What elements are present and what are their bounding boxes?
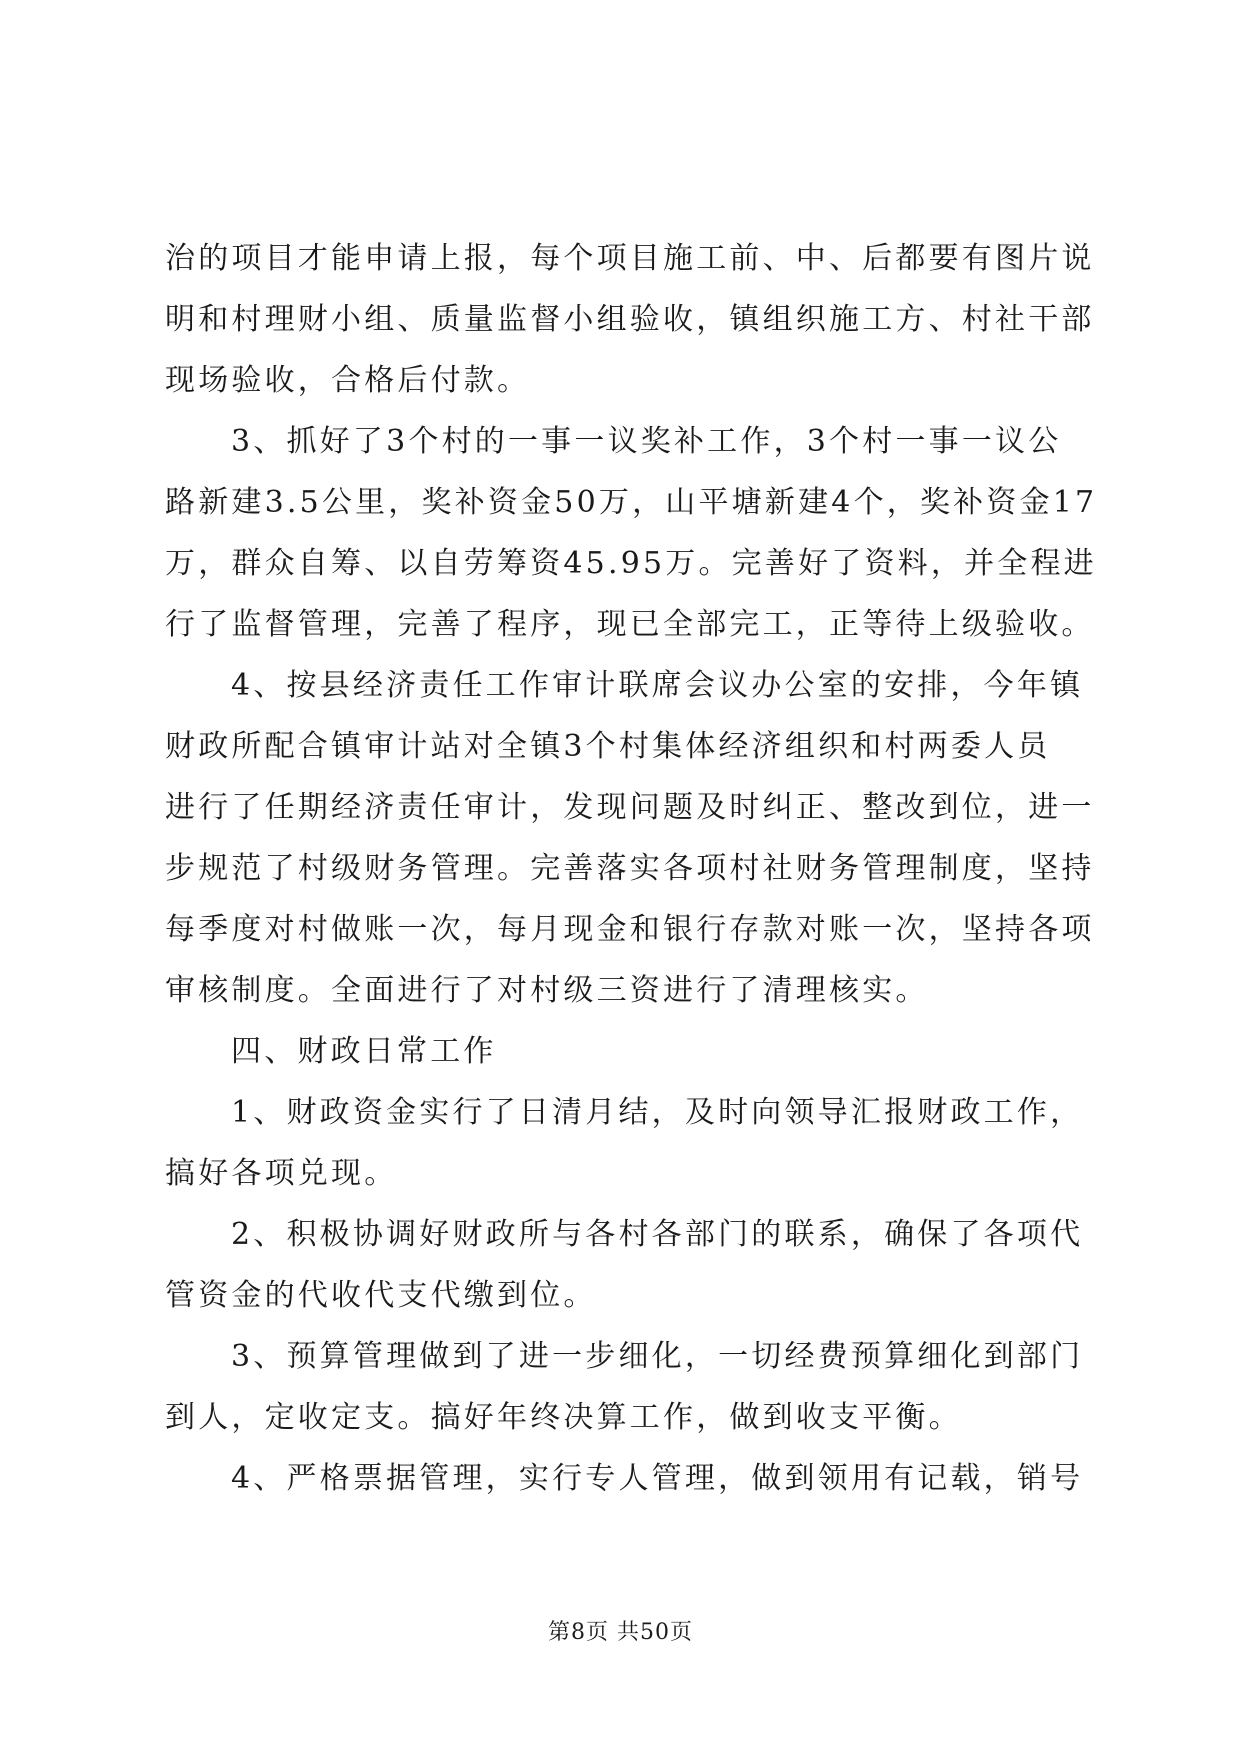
text-line: 路新建3.5公里，奖补资金50万，山平塘新建4个，奖补资金17 — [165, 485, 1098, 520]
text-line: 审核制度。全面进行了对村级三资进行了清理核实。 — [165, 973, 929, 1008]
section-heading: 四、财政日常工作 — [231, 1034, 497, 1069]
paragraph-first-line: 4、按县经济责任工作审计联席会议办公室的安排，今年镇 — [231, 668, 1084, 703]
text-line: 财政所配合镇审计站对全镇3个村集体经济组织和村两委人员 — [165, 729, 1051, 764]
text-line: 治的项目才能申请上报，每个项目施工前、中、后都要有图片说 — [165, 241, 1095, 276]
paragraph-first-line: 2、积极协调好财政所与各村各部门的联系，确保了各项代 — [231, 1217, 1084, 1252]
paragraph-first-line: 4、严格票据管理，实行专人管理，做到领用有记载，销号 — [231, 1461, 1084, 1496]
text-line: 步规范了村级财务管理。完善落实各项村社财务管理制度，坚持 — [165, 851, 1095, 886]
text-line: 搞好各项兑现。 — [165, 1156, 398, 1191]
text-line: 进行了任期经济责任审计，发现问题及时纠正、整改到位，进一 — [165, 790, 1095, 825]
text-line: 明和村理财小组、质量监督小组验收，镇组织施工方、村社干部 — [165, 302, 1095, 337]
text-line: 行了监督管理，完善了程序，现已全部完工，正等待上级验收。 — [165, 607, 1095, 642]
text-line: 万，群众自筹、以自劳筹资45.95万。完善好了资料，并全程进 — [165, 546, 1097, 581]
text-line: 到人，定收定支。搞好年终决算工作，做到收支平衡。 — [165, 1400, 962, 1435]
body-text — [165, 228, 1098, 1509]
page-number: 第8页 共50页 — [548, 1620, 693, 1645]
text-line: 现场验收，合格后付款。 — [165, 363, 531, 398]
paragraph-first-line: 1、财政资金实行了日清月结，及时向领导汇报财政工作， — [231, 1095, 1084, 1130]
paragraph-first-line: 3、预算管理做到了进一步细化，一切经费预算细化到部门 — [231, 1339, 1084, 1374]
text-line: 管资金的代收代支代缴到位。 — [165, 1278, 597, 1313]
text-line: 每季度对村做账一次，每月现金和银行存款对账一次，坚持各项 — [165, 912, 1095, 947]
paragraph-first-line: 3、抓好了3个村的一事一议奖补工作，3个村一事一议公 — [231, 424, 1062, 459]
